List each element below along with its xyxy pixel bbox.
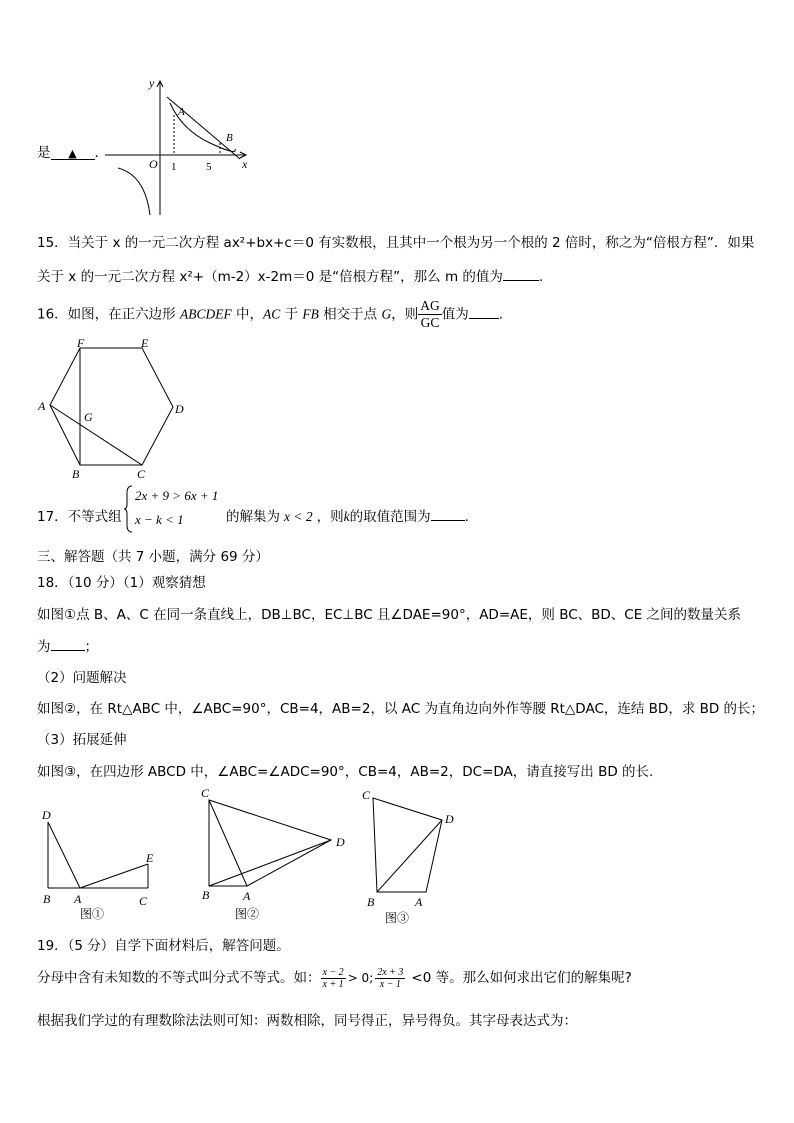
fraction-denominator: x + 1 — [322, 978, 344, 990]
label-d: D — [445, 812, 454, 826]
q18-p2: 如图②，在 Rt△ABC 中，∠ABC=90°，CB=4，AB=2，以 AC 为直角边向外作等腰 Rt△DAC，连结 BD，求 BD 的长； — [37, 701, 765, 717]
point-g: G — [84, 410, 93, 424]
q17-k: k — [343, 509, 350, 524]
answer-blank[interactable] — [51, 636, 85, 651]
vertex-c: C — [137, 467, 146, 480]
label-c: C — [201, 786, 210, 800]
label-x: x — [242, 157, 248, 171]
q19-text: <0 等。那么如何求出它们的解集呢? — [411, 970, 632, 986]
q19-p1 — [37, 966, 632, 990]
q16-g: G — [381, 306, 392, 322]
inequality-2: x − k < 1 — [135, 512, 184, 527]
figure-2 — [195, 782, 360, 927]
answer-blank[interactable] — [51, 145, 95, 160]
label-origin: O — [149, 157, 158, 171]
tick-1: 1 — [171, 161, 177, 173]
fraction-numerator: x − 2 — [322, 966, 344, 978]
fraction-2 — [375, 967, 405, 990]
fraction-numerator: 2x + 3 — [377, 966, 404, 978]
fraction-denominator: x − 1 — [379, 978, 401, 990]
q16-poly: ABCDEF — [179, 306, 232, 322]
point-b: B — [226, 132, 233, 144]
segment-ae — [80, 864, 148, 888]
q19-head: 19．（5 分）自学下面材料后，解答问题。 — [37, 938, 290, 954]
segment-bd — [209, 840, 331, 886]
tick-5: 5 — [206, 161, 212, 173]
q14-suffix: . — [94, 145, 99, 161]
segment-bd — [377, 820, 442, 892]
q17-rest — [226, 505, 469, 525]
label-e: E — [146, 851, 154, 865]
section-heading: 三、解答题（共 7 小题，满分 69 分） — [37, 549, 269, 565]
q14-prefix: 是 — [37, 145, 51, 161]
q15-line1: 15．当关于 x 的一元二次方程 ax²+bx+c＝0 有实数根，且其中一个根为另一个根的 2 倍时，称之为“倍根方程”．如果 — [37, 235, 755, 251]
label-y: y — [149, 76, 155, 90]
relation-1: > 0; — [347, 971, 374, 985]
q16-text: 相交于点 — [318, 306, 382, 323]
vertex-e: E — [141, 336, 149, 350]
hexagon — [50, 348, 173, 465]
caption-1: 图① — [80, 907, 105, 921]
q18-h2: （2）问题解决 — [37, 670, 127, 686]
answer-blank[interactable] — [503, 266, 539, 281]
answer-blank[interactable] — [431, 506, 465, 521]
triangle-mark: ▲ — [68, 147, 77, 160]
caption-2: 图② — [235, 907, 260, 921]
q15-line2 — [37, 265, 543, 285]
label-d: D — [42, 808, 51, 822]
segment-ac — [50, 405, 142, 465]
q16-text: 值为 — [441, 306, 469, 323]
hyperbola-branch-left — [118, 168, 150, 215]
function-graph — [100, 75, 260, 220]
q17-text: 的取值范围为 — [349, 509, 431, 525]
q18-p1b — [37, 635, 98, 655]
q15-end: . — [538, 269, 544, 285]
q17-solution: x < 2 — [284, 509, 313, 524]
brace-icon — [123, 485, 133, 533]
q17-prefix: 17．不等式组 — [37, 509, 122, 525]
fraction-numerator: AG — [420, 298, 440, 313]
vertex-f: F — [77, 336, 85, 350]
inequality-1: 2x + 9 > 6x + 1 — [135, 488, 219, 503]
q18-head: 18．（10 分）（1）观察猜想 — [37, 575, 206, 591]
q16-text: ，则 — [391, 306, 419, 323]
figure-3 — [355, 782, 475, 927]
label-d: D — [336, 835, 345, 849]
figure-1 — [35, 800, 170, 925]
q18-text: 为 — [37, 639, 51, 655]
caption-3: 图③ — [385, 911, 410, 925]
segment-ca — [209, 800, 247, 886]
label-c: C — [139, 894, 148, 908]
q16-fb: FB — [302, 306, 319, 322]
label-b: B — [43, 892, 51, 906]
vertex-d: D — [175, 402, 184, 416]
q18-h3: （3）拓展延伸 — [37, 732, 127, 748]
answer-blank[interactable] — [469, 304, 499, 319]
fraction-denominator: GC — [420, 315, 440, 330]
q17-text: 的解集为 — [226, 509, 280, 525]
hexagon-figure — [30, 335, 200, 480]
label-b: B — [367, 895, 375, 909]
quad-outline — [209, 800, 331, 886]
q17-text: ，则 — [316, 509, 344, 525]
q16-line — [37, 298, 503, 331]
label-a: A — [243, 889, 251, 903]
quad-outline — [373, 798, 442, 892]
q17-end: . — [464, 509, 469, 525]
q16-text: 中， — [231, 306, 264, 323]
vertex-b: B — [72, 467, 80, 480]
label-b: B — [202, 888, 210, 902]
segment-da — [48, 822, 80, 888]
q18-p1: 如图①点 B、A、C 在同一条直线上，DB⊥BC，EC⊥BC 且∠DAE=90°，AD=AE，则 BC、BD、CE 之间的数量关系 — [37, 607, 742, 623]
q16-ac: AC — [263, 306, 281, 322]
label-a: A — [415, 895, 423, 909]
q19-text: 分母中含有未知数的不等式叫分式不等式。如： — [37, 970, 321, 986]
q16-prefix: 16．如图，在正六边形 — [37, 306, 180, 323]
q16-end: . — [498, 306, 504, 323]
q15-text: 关于 x 的一元二次方程 x²+（m-2）x-2m＝0 是“倍根方程”，那么 m 的值为 — [37, 269, 503, 285]
q19-p2: 根据我们学过的有理数除法法则可知：两数相除，同号得正，异号得负。其字母表达式为： — [37, 1013, 577, 1029]
q16-fraction — [418, 298, 442, 331]
q14-answer-line — [37, 141, 99, 161]
point-a: A — [178, 106, 185, 118]
q18-text: ； — [84, 639, 98, 655]
q18-p3: 如图③，在四边形 ABCD 中，∠ABC=∠ADC=90°，CB=4，AB=2，DC=DA，请直接写出 BD 的长. — [37, 764, 654, 780]
vertex-a: A — [38, 399, 46, 413]
label-a: A — [74, 892, 82, 906]
fraction-1 — [321, 967, 346, 990]
label-c: C — [362, 788, 371, 802]
q16-text: 于 — [280, 306, 303, 323]
